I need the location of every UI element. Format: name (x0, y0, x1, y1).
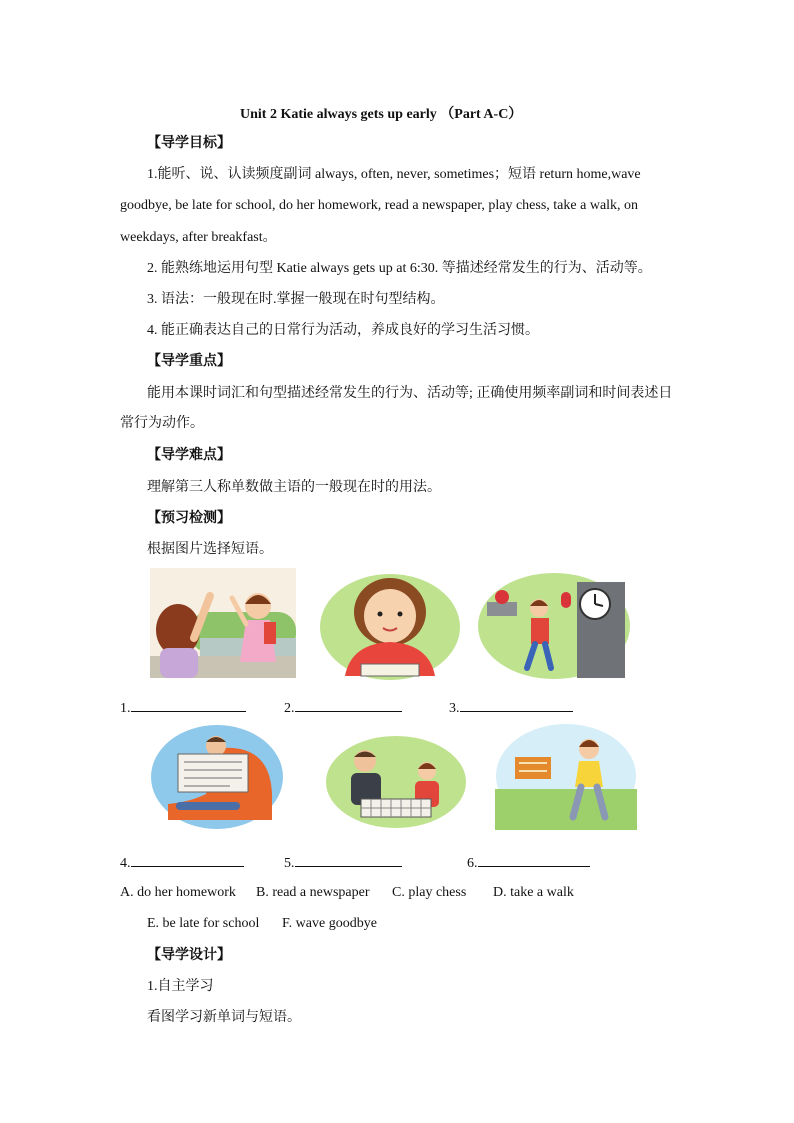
goal-3: 3. 语法：一般现在时.掌握一般现在时句型结构。 (147, 292, 445, 307)
difficulty-heading: 【导学难点】 (147, 448, 231, 463)
preview-heading: 【预习检测】 (147, 511, 231, 526)
blank-2-number: 2. (284, 701, 295, 716)
option-f: F. wave goodbye (282, 916, 377, 931)
design-item-1: 1.自主学习 (147, 979, 214, 994)
blank-5[interactable] (284, 852, 402, 872)
wave-goodbye-picture (150, 568, 296, 678)
page-title: Unit 2 Katie always gets up early （Part A-C） (240, 107, 523, 122)
option-d: D. take a walk (493, 885, 574, 900)
late-for-school-picture (477, 572, 632, 680)
key-line-1: 能用本课时词汇和句型描述经常发生的行为、活动等; 正确使用频率副词和时间表述日 (147, 386, 673, 401)
key-line-2: 常行为动作。 (120, 416, 204, 431)
blank-1[interactable] (120, 697, 246, 717)
goal-1-line-2: goodbye, be late for school, do her homework, read a newspaper, play chess, take a walk, on (120, 198, 639, 213)
blank-3[interactable] (449, 697, 573, 717)
preview-instruction: 根据图片选择短语。 (147, 542, 273, 557)
blank-4-number: 4. (120, 856, 131, 871)
option-e: E. be late for school (147, 916, 260, 931)
blank-5-number: 5. (284, 856, 295, 871)
blank-6[interactable] (467, 852, 590, 872)
design-heading: 【导学设计】 (147, 948, 231, 963)
design-instruction: 看图学习新单词与短语。 (147, 1010, 301, 1025)
blank-6-number: 6. (467, 856, 478, 871)
goal-1-line-3: weekdays, after breakfast。 (120, 230, 277, 245)
option-c: C. play chess (392, 885, 467, 900)
blank-2[interactable] (284, 697, 402, 717)
goal-2: 2. 能熟练地运用句型 Katie always gets up at 6:30. 等描述经常发生的行为、活动等。 (147, 261, 652, 276)
option-a: A. do her homework (120, 885, 236, 900)
read-newspaper-picture (150, 724, 285, 830)
goal-1-line-1: 1.能听、说、认读频度副词 always, often, never, sometimes；短语 return home,wave (147, 167, 641, 182)
blank-3-number: 3. (449, 701, 460, 716)
difficulty-line: 理解第三人称单数做主语的一般现在时的用法。 (147, 480, 441, 495)
goals-heading: 【导学目标】 (147, 136, 231, 151)
blank-1-number: 1. (120, 701, 131, 716)
do-homework-picture (317, 572, 463, 682)
key-heading: 【导学重点】 (147, 354, 231, 369)
option-b: B. read a newspaper (256, 885, 370, 900)
blank-4[interactable] (120, 852, 244, 872)
take-walk-picture (495, 723, 637, 830)
goal-4: 4. 能正确表达自己的日常行为活动，养成良好的学习生活习惯。 (147, 323, 539, 338)
play-chess-picture (325, 735, 468, 830)
